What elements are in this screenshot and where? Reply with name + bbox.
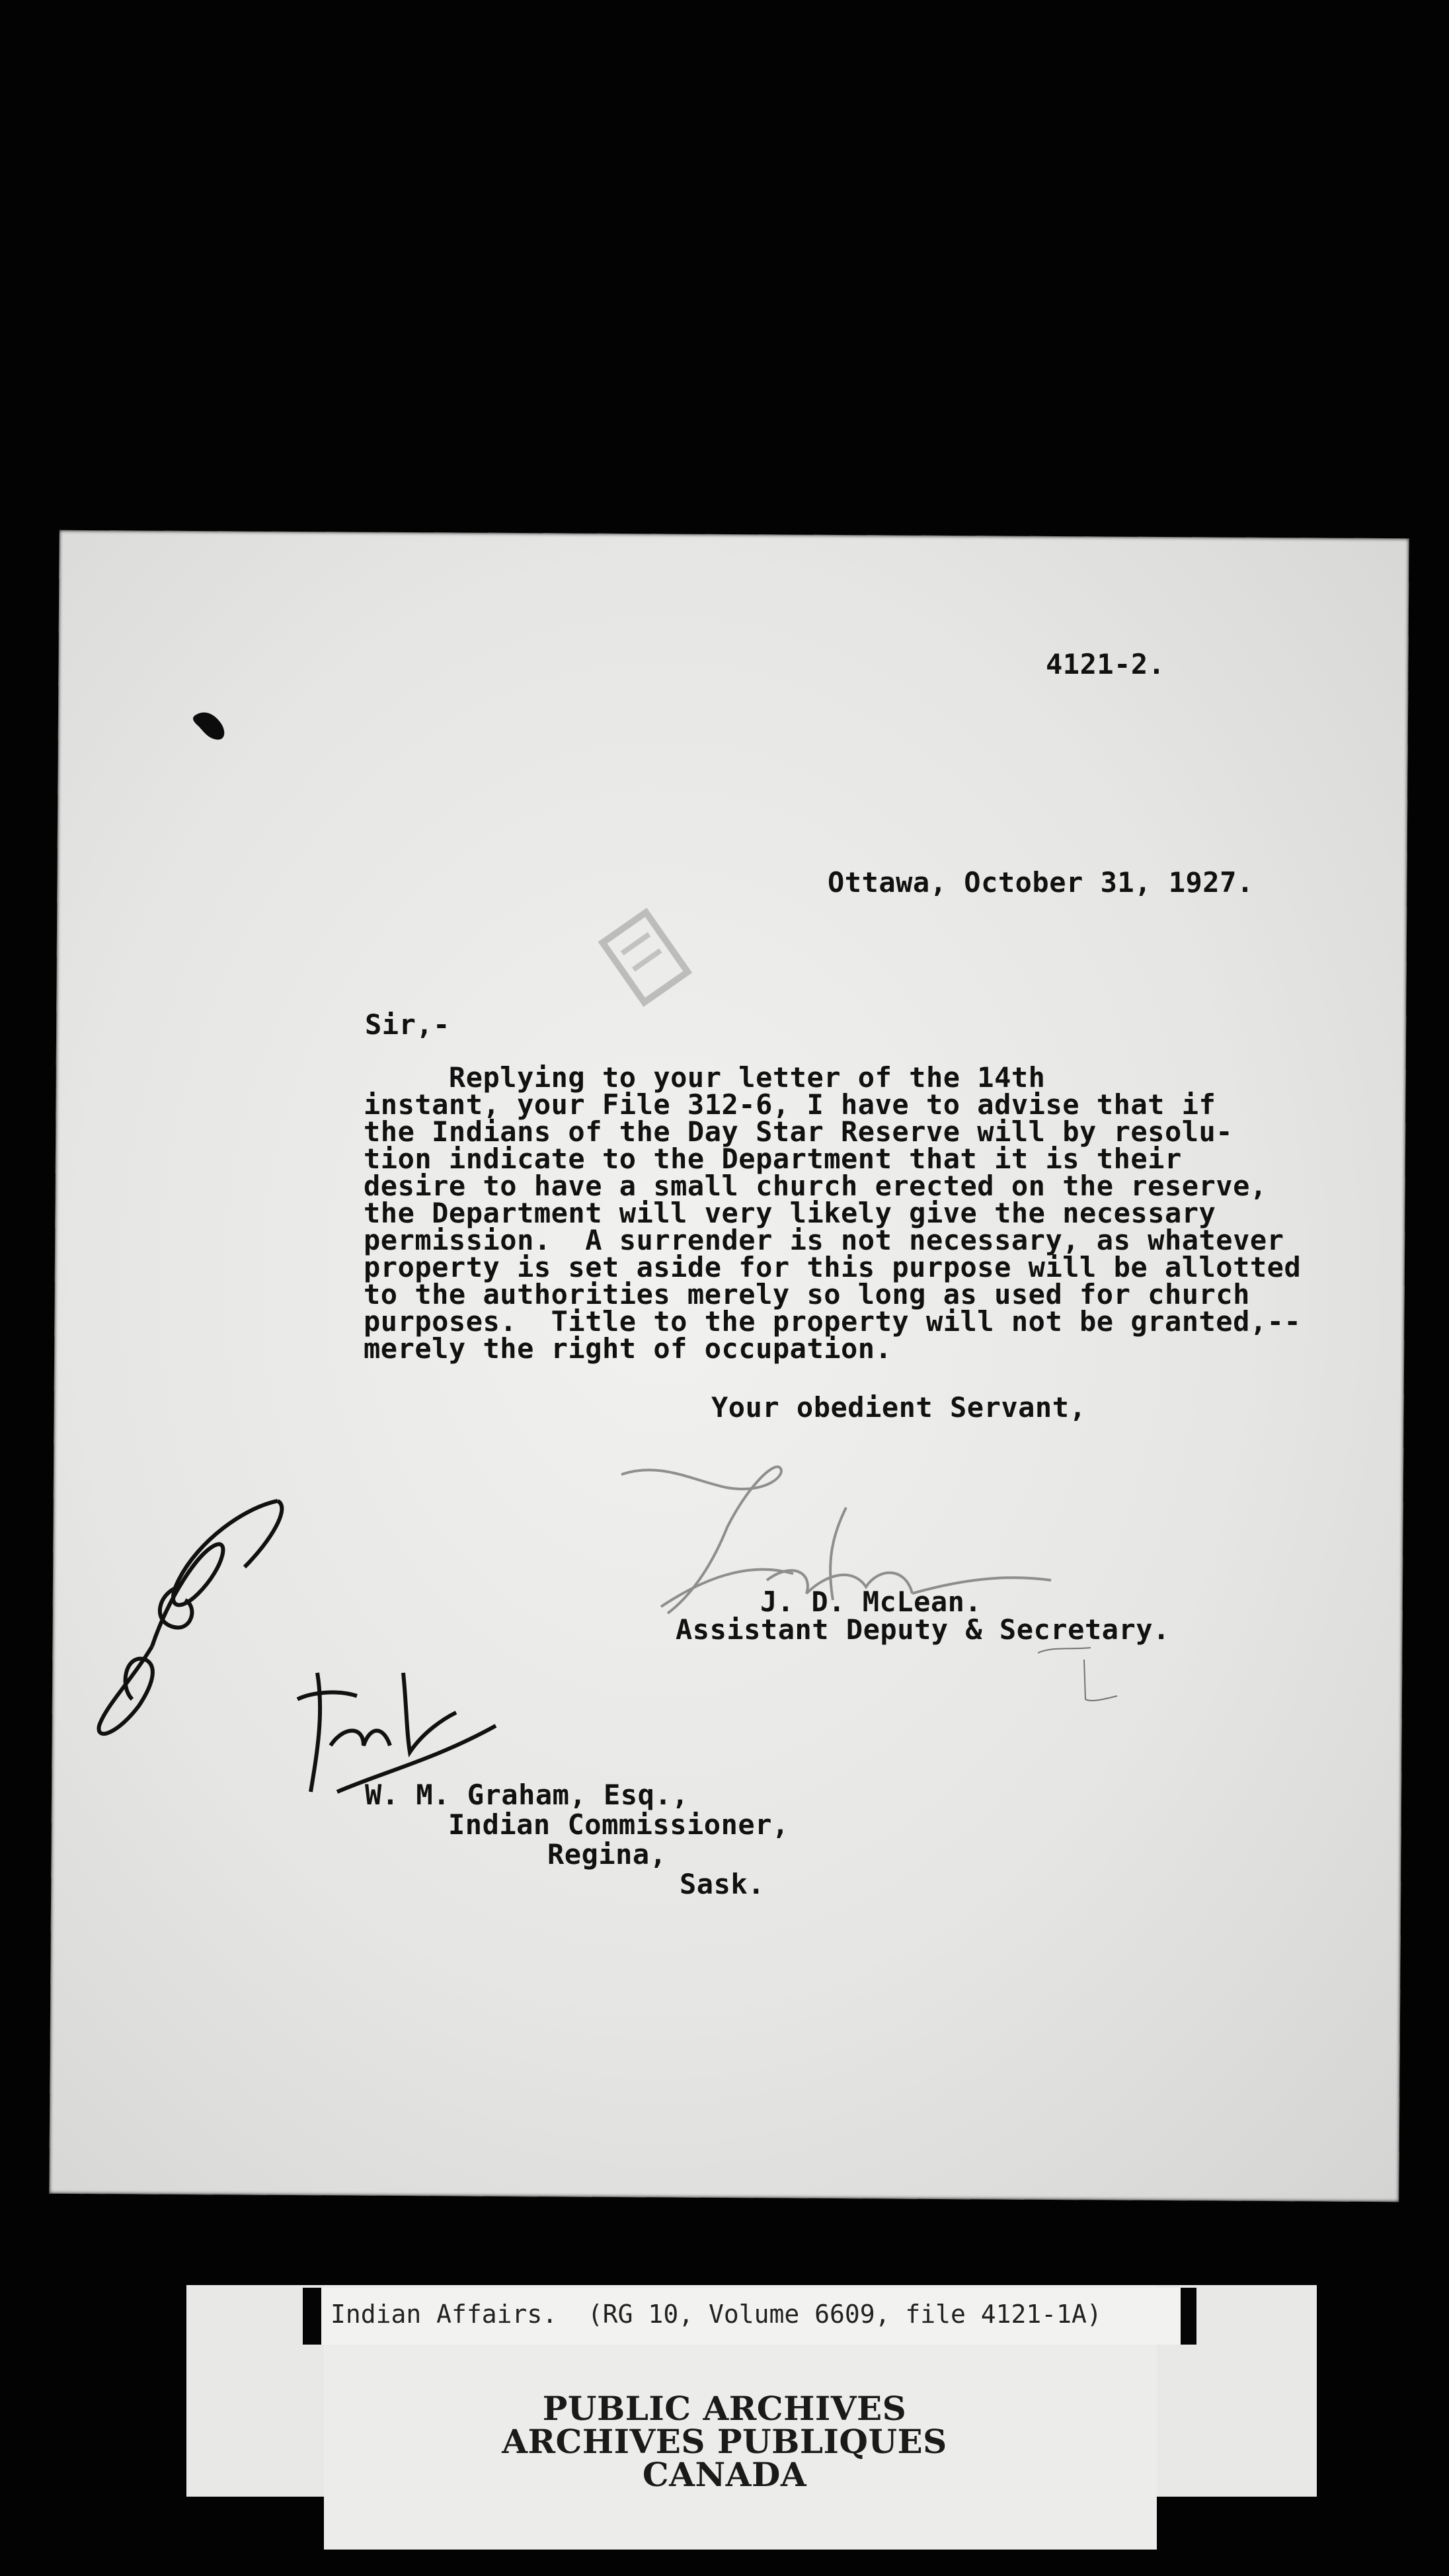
archive-line-3: CANADA (642, 2455, 807, 2494)
body-line: to the authorities merely so long as used for church (364, 1278, 1250, 1310)
body-line: permission. A surrender is not necessary, as whatever (364, 1224, 1284, 1256)
body-line: tion indicate to the Department that it is their (364, 1143, 1182, 1175)
archive-line-1: PUBLIC ARCHIVES (542, 2389, 907, 2428)
address-line: Sask. (680, 1868, 765, 1900)
body-line: desire to have a small church erected on the reserve, (364, 1170, 1267, 1202)
address-line: Regina, (547, 1838, 667, 1871)
body-line: merely the right of occupation. (364, 1332, 892, 1365)
body-line: property is set aside for this purpose will be allotted (364, 1251, 1302, 1283)
body-line: the Department will very likely give the necessary (364, 1197, 1216, 1229)
address-line: W. M. Graham, Esq., (365, 1779, 689, 1811)
document-page (49, 530, 1409, 2202)
file-number: 4121-2. (1046, 648, 1165, 680)
body-line: purposes. Title to the property will not be granted,-- (364, 1305, 1302, 1338)
body-line: Replying to your letter of the 14th (364, 1061, 1046, 1094)
salutation: Sir,- (365, 1008, 450, 1041)
signatory-title: Assistant Deputy & Secretary. (676, 1613, 1170, 1646)
archive-reference: Indian Affairs. (RG 10, Volume 6609, file 4121-1A) (331, 2300, 1102, 2329)
body-line: instant, your File 312-6, I have to advise that if (364, 1088, 1216, 1121)
letter-date: Ottawa, October 31, 1927. (828, 866, 1254, 899)
signatory-name: J. D. McLean. (760, 1586, 982, 1618)
address-line: Indian Commissioner, (448, 1808, 789, 1841)
ink-blot (188, 707, 235, 754)
archive-line-2: ARCHIVES PUBLIQUES (502, 2422, 947, 2461)
pencil-note (1031, 1640, 1137, 1712)
closing: Your obedient Servant, (711, 1391, 1087, 1424)
received-stamp (592, 893, 704, 1018)
body-line: the Indians of the Day Star Reserve will by resolu- (364, 1115, 1234, 1148)
